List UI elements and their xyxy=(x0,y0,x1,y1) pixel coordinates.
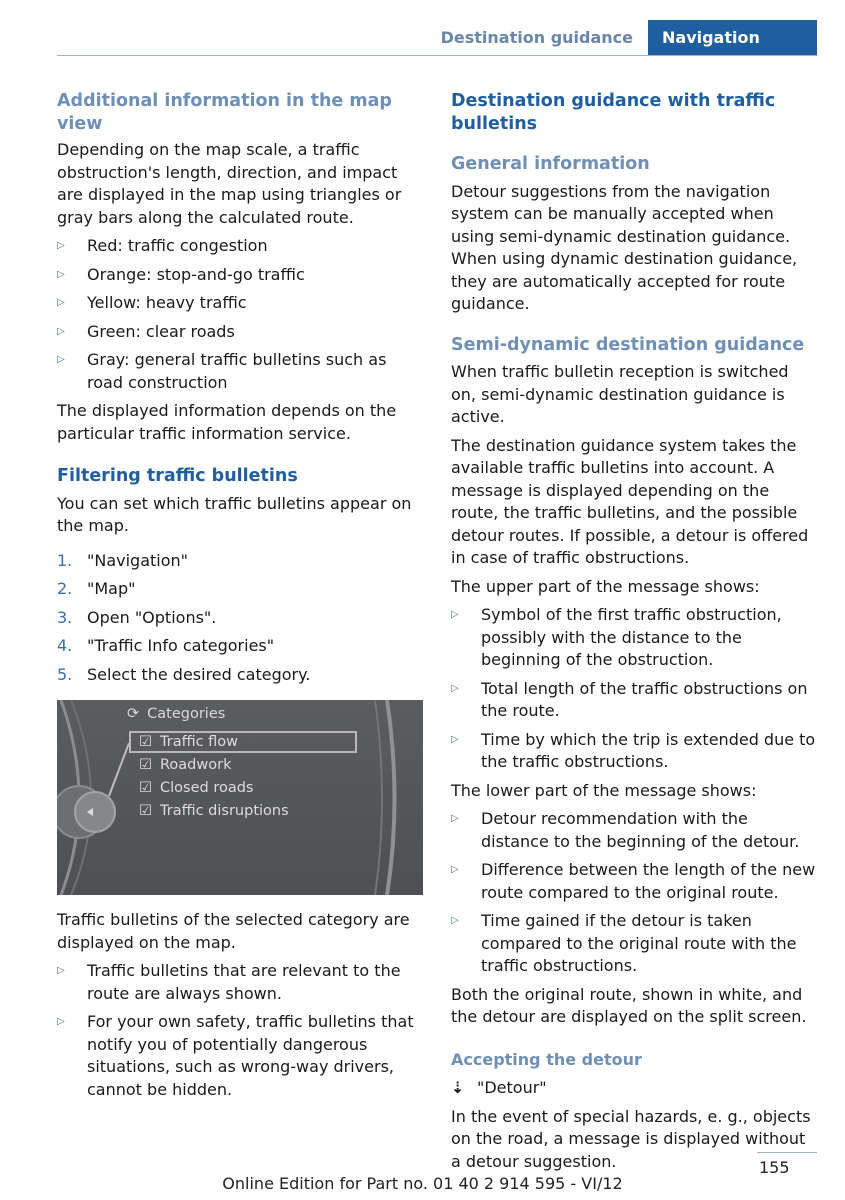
heading-general-information: General information xyxy=(451,154,650,174)
triangle-bullet-icon: ▷ xyxy=(57,354,65,365)
list-item: ▷ Detour recommendation with the distance to the beginning of the detour. xyxy=(451,809,800,851)
paragraph-depends: The displayed information depends on the particular traffic information service. xyxy=(57,401,397,443)
list-item: ▷ Difference between the length of the new route compared to the original route. xyxy=(451,860,816,902)
triangle-bullet-icon: ▷ xyxy=(451,609,459,620)
triangle-bullet-icon: ▷ xyxy=(451,733,459,745)
checkbox-checked-icon: ☑ xyxy=(139,757,152,773)
triangle-bullet-icon: ▷ xyxy=(57,325,65,337)
upper-part-list xyxy=(451,604,817,774)
controller-press-icon: ⇣ xyxy=(451,1078,465,1097)
screen-menu-item[interactable]: ☑ Closed roads xyxy=(139,780,254,796)
list-item: ▷ Symbol of the first traffic obstruction, possibly with the distance to the beginning of the obstruction. xyxy=(451,605,782,669)
list-item: ▷ Traffic bulletins that are relevant to the route are always shown. xyxy=(57,961,401,1003)
list-item: ▷ For your own safety, traffic bulletins that notify you of potentially dangerous situations, such as wrong-way drivers, cannot be hidden. xyxy=(57,1012,414,1099)
lower-part-list xyxy=(451,808,817,978)
screen-menu-item[interactable]: ☑ Roadwork xyxy=(139,757,232,773)
triangle-bullet-icon: ▷ xyxy=(451,682,459,694)
screen-menu-item[interactable]: ☑ Traffic disruptions xyxy=(139,803,289,819)
paragraph-additional-info: Depending on the map scale, a traffic obstruction's length, direction, and impact are displayed in the map using triangles or gray bars along the calculated route. xyxy=(57,140,402,227)
footer-edition: Online Edition for Part no. 01 40 2 914 595 - VI/12 xyxy=(222,1174,623,1193)
list-item: ▷ Time gained if the detour is taken compared to the original route with the traffic obstructions. xyxy=(451,911,797,975)
bulletins-list xyxy=(57,960,423,1101)
page-number: 155 xyxy=(759,1158,790,1177)
step-item: 1. "Navigation" xyxy=(57,550,189,570)
triangle-bullet-icon: ▷ xyxy=(451,864,459,875)
paragraph-semi-1: When traffic bulletin reception is switched on, semi-dynamic destination guidance is active. xyxy=(451,362,789,426)
step-item: 4. "Traffic Info categories" xyxy=(57,636,275,655)
list-item: ▷ Time by which the trip is extended due to the traffic obstructions. xyxy=(451,729,816,771)
step-item: 2. "Map" xyxy=(57,579,136,598)
page-number-rule xyxy=(757,1152,817,1153)
left-column xyxy=(57,90,423,1101)
triangle-bullet-icon: ▷ xyxy=(57,297,65,308)
triangle-bullet-icon: ▷ xyxy=(57,965,65,976)
header-chapter-tab: Navigation xyxy=(648,20,817,55)
header-section-title: Destination guidance xyxy=(440,28,633,47)
triangle-bullet-icon: ▷ xyxy=(57,240,65,251)
paragraph-special-hazards: In the event of special hazards, e. g., objects on the road, a message is displayed without a detour suggestion. xyxy=(451,1106,811,1171)
heading-destination-guidance: Destination guidance with traffic bulletins xyxy=(451,91,776,134)
list-item: ▷ Red: traffic congestion xyxy=(57,235,423,258)
categories-icon: ⟳ xyxy=(127,706,140,722)
heading-semi-dynamic: Semi-dynamic destination guidance xyxy=(451,334,805,355)
checkbox-checked-icon: ☑ xyxy=(139,780,152,796)
paragraph-general: Detour suggestions from the navigation system can be manually accepted when using semi-dynamic destination guidance. When using dynamic destination guidance, they are automatically accepted for route guidance. xyxy=(451,181,798,313)
paragraph-semi-2: The destination guidance system takes the available traffic bulletins into account. A message is displayed depending on the route, the traffic bulletins, and the possible detour routes. If possible, a detour is offered in case of traffic obstructions. xyxy=(451,435,809,567)
list-item: ▷ Orange: stop-and-go traffic xyxy=(57,264,423,287)
idrive-screen-screenshot xyxy=(57,700,423,895)
checkbox-checked-icon: ☑ xyxy=(139,803,152,819)
paragraph-filter: You can set which traffic bulletins appear on the map. xyxy=(57,493,412,535)
heading-accepting-detour: Accepting the detour xyxy=(451,1049,642,1069)
triangle-bullet-icon: ▷ xyxy=(57,1016,65,1027)
detour-step: ⇣ "Detour" xyxy=(451,1077,817,1100)
list-item: ▷ Green: clear roads xyxy=(57,321,423,344)
paragraph-both-routes: Both the original route, shown in white, and the detour are displayed on the split screen. xyxy=(451,984,807,1026)
paragraph-selected-category: Traffic bulletins of the selected category are displayed on the map. xyxy=(57,910,410,952)
header-rule xyxy=(57,55,817,56)
list-item: ▷ Gray: general traffic bulletins such as road construction xyxy=(57,350,387,392)
steps-list xyxy=(57,550,423,687)
heading-filtering: Filtering traffic bulletins xyxy=(57,466,298,486)
list-item: ▷ Yellow: heavy traffic xyxy=(57,292,423,315)
step-item: 5. Select the desired category. xyxy=(57,664,311,684)
triangle-bullet-icon: ▷ xyxy=(451,915,459,926)
screen-menu-item[interactable]: ☑ Traffic flow xyxy=(139,734,239,750)
paragraph-lower-part: The lower part of the message shows: xyxy=(451,780,757,800)
step-item: 3. Open "Options". xyxy=(57,607,217,627)
color-legend-list xyxy=(57,235,423,394)
heading-additional-info: Additional information in the map view xyxy=(57,91,392,134)
screen-title: ⟳ Categories xyxy=(127,706,226,722)
triangle-bullet-icon: ▷ xyxy=(451,813,459,824)
paragraph-upper-part: The upper part of the message shows: xyxy=(451,576,760,596)
checkbox-checked-icon: ☑ xyxy=(139,734,152,750)
list-item: ▷ Total length of the traffic obstructions on the route. xyxy=(451,678,808,720)
triangle-bullet-icon: ▷ xyxy=(57,268,65,280)
right-column xyxy=(451,90,817,1173)
